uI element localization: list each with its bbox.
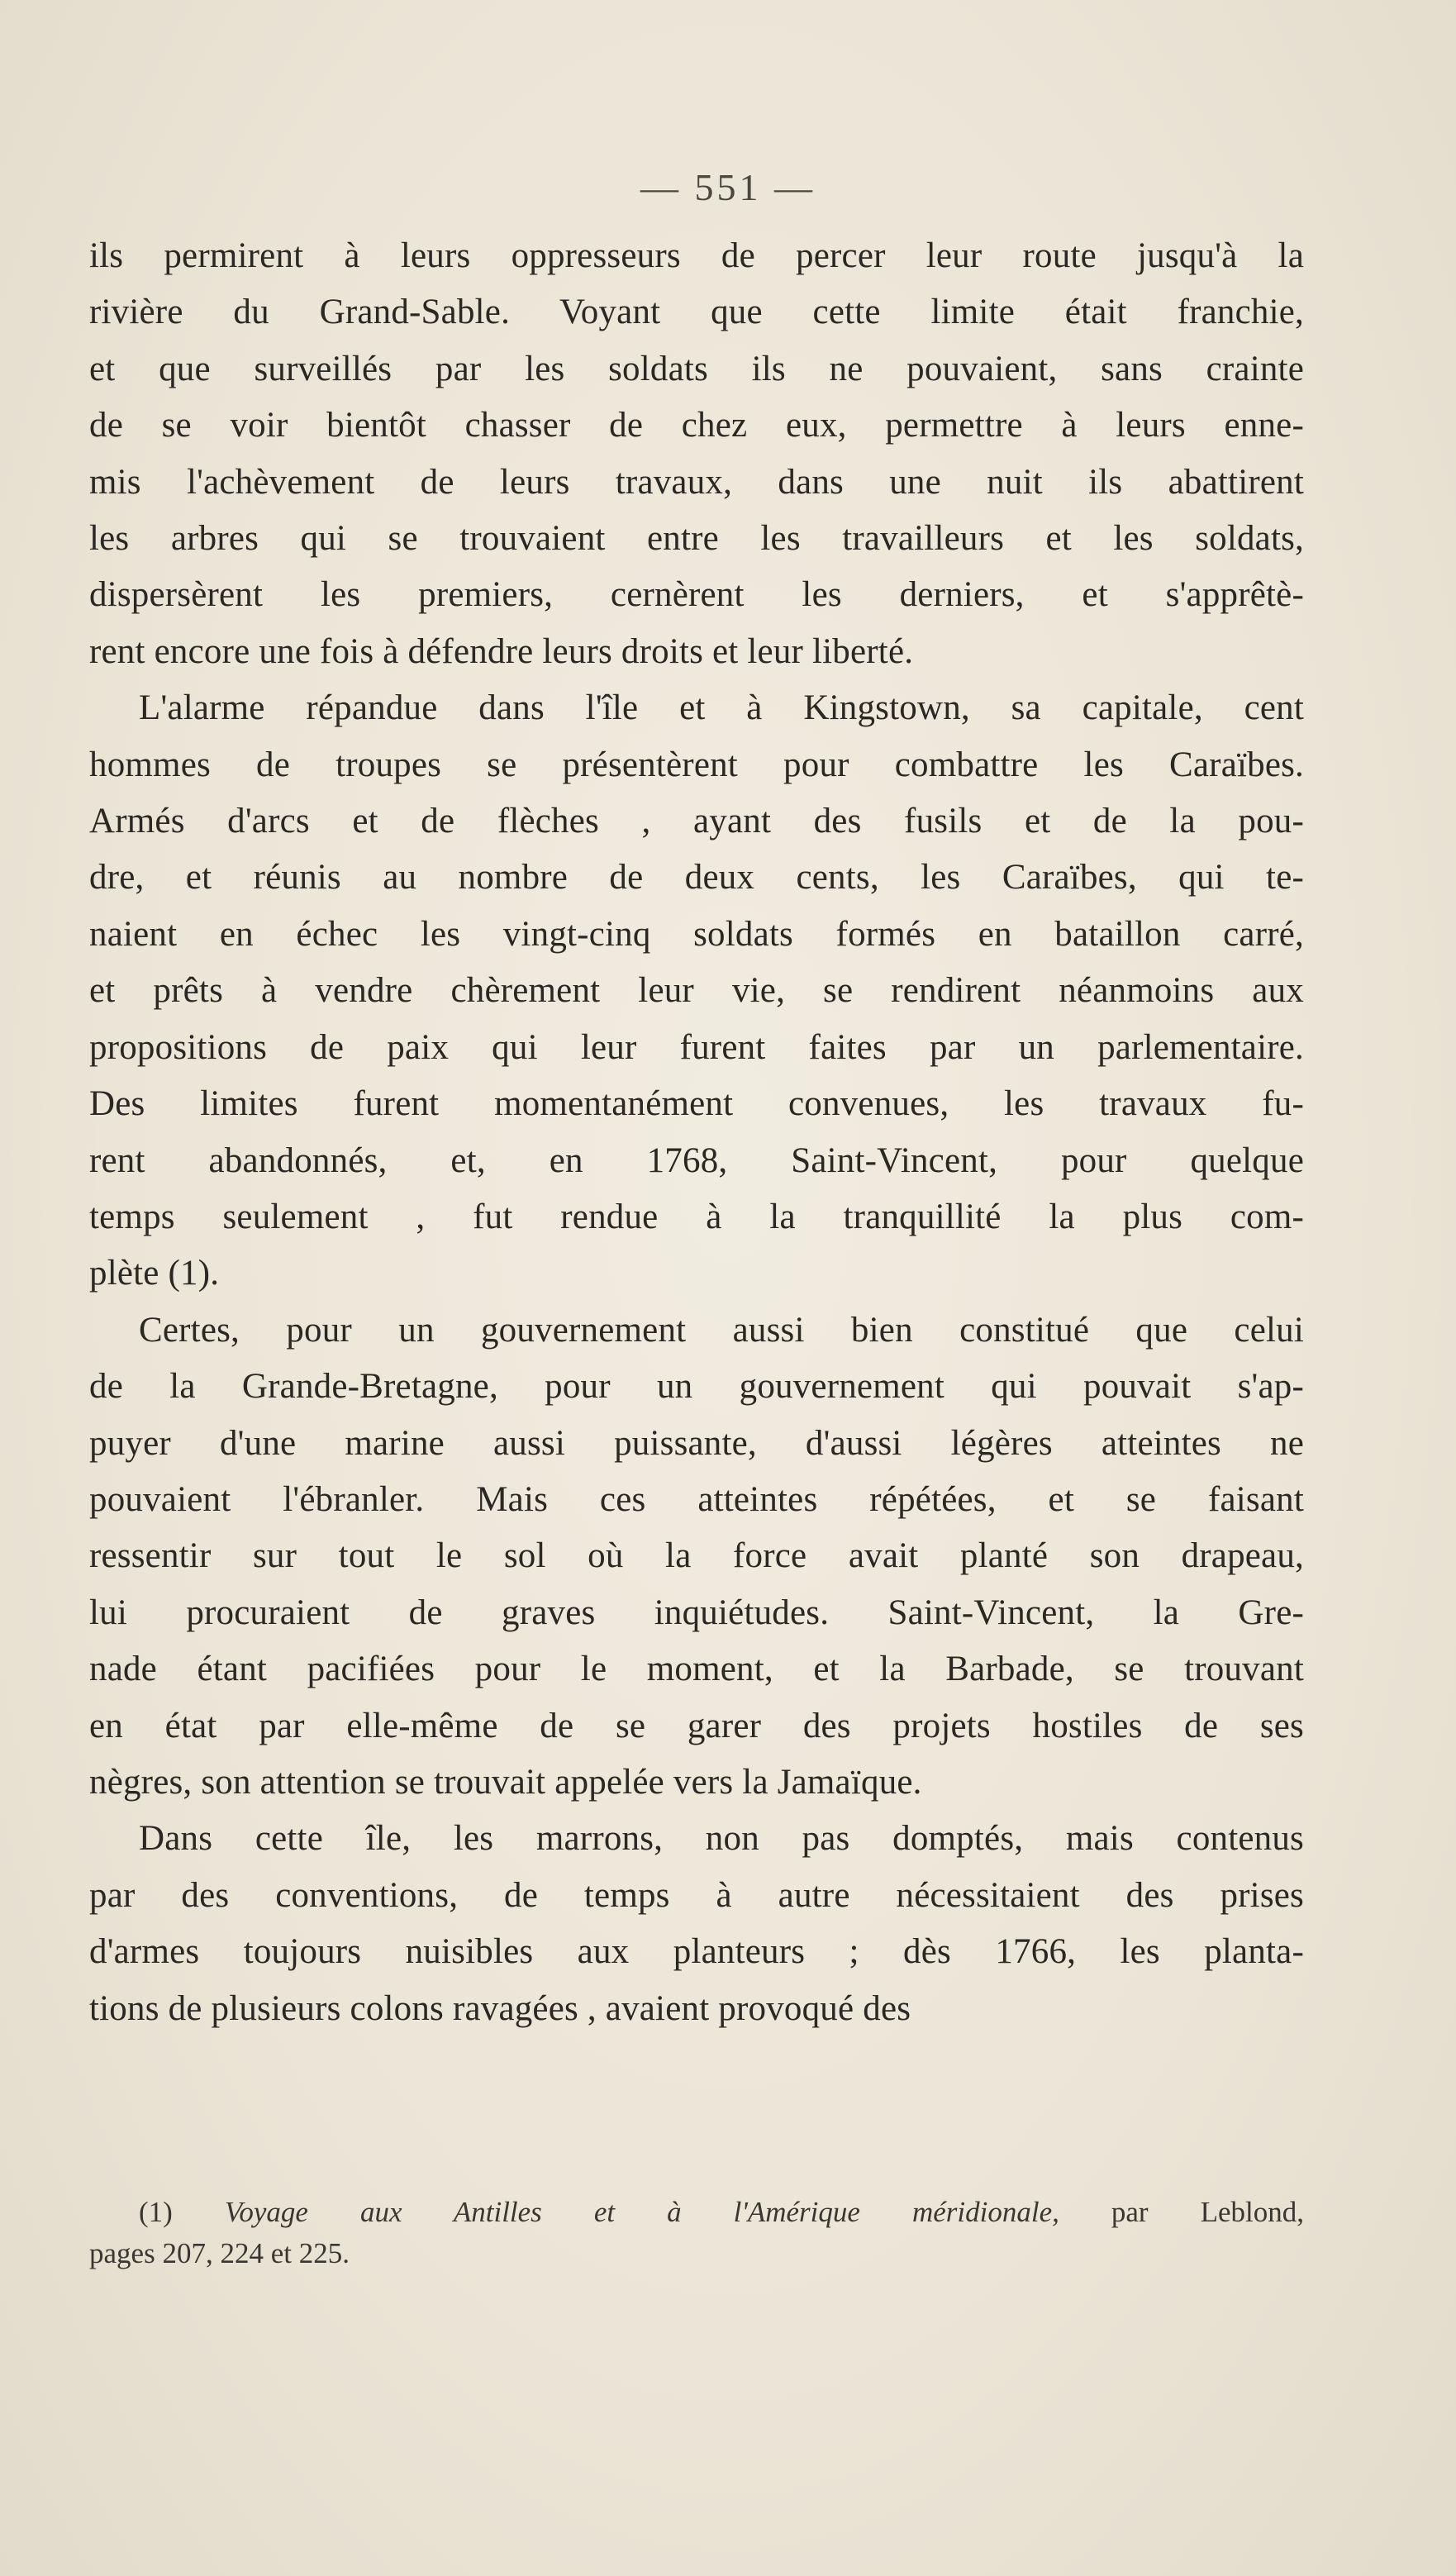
text-line: plète (1). (89, 1254, 220, 1293)
text-line: nade étant pacifiées pour le moment, et la Barbade, se trouvant (89, 1650, 1304, 1689)
paragraph (89, 228, 1304, 680)
page-number: — 551 — (640, 166, 816, 208)
text-line: par des conventions, de temps à autre nécessitaient des prises (89, 1875, 1304, 1915)
text-line: ressentir sur tout le sol où la force avait planté son drapeau, (89, 1536, 1304, 1576)
text-line: puyer d'une marine aussi puissante, d'aussi légères atteintes ne (89, 1423, 1304, 1463)
text-line: de se voir bientôt chasser de chez eux, permettre à leurs enne- (89, 406, 1304, 445)
text-line: pouvaient l'ébranler. Mais ces atteintes répétées, et se faisant (89, 1479, 1304, 1519)
text-line: rent encore une fois à défendre leurs droits et leur liberté. (89, 631, 914, 671)
paragraph (89, 680, 1304, 1302)
text-line: lui procuraient de graves inquiétudes. Saint-Vincent, la Gre- (89, 1593, 1304, 1632)
text-line: Armés d'arcs et de flèches , ayant des fusils et de la pou- (89, 802, 1304, 841)
text-line: naient en échec les vingt-cinq soldats formés en bataillon carré, (89, 914, 1304, 954)
text-line: de la Grande-Bretagne, pour un gouvernement qui pouvait s'ap- (89, 1367, 1304, 1407)
text-line: tions de plusieurs colons ravagées , avaient provoqué des (89, 1988, 911, 2028)
text-line: d'armes toujours nuisibles aux planteurs ; dès 1766, les planta- (89, 1932, 1304, 1972)
text-line: L'alarme répandue dans l'île et à Kingstown, sa capitale, cent (139, 688, 1304, 728)
footnote-title: Voyage aux Antilles et à l'Amérique méridionale, (224, 2196, 1059, 2228)
paragraph (89, 1302, 1304, 1812)
footnote-line-1 (89, 2192, 1304, 2233)
text-line: dre, et réunis au nombre de deux cents, les Caraïbes, qui te- (89, 858, 1304, 898)
text-line: en état par elle-même de se garer des projets hostiles de ses (89, 1706, 1304, 1745)
text-line: Dans cette île, les marrons, non pas domptés, mais contenus (139, 1819, 1304, 1859)
footnote (89, 2192, 1304, 2274)
text-line: les arbres qui se trouvaient entre les travailleurs et les soldats, (89, 519, 1304, 559)
footnote-marker: (1) (139, 2196, 173, 2228)
text-line: nègres, son attention se trouvait appelée vers la Jamaïque. (89, 1762, 922, 1802)
text-line: rent abandonnés, et, en 1768, Saint-Vincent, pour quelque (89, 1140, 1304, 1180)
footnote-line-2: pages 207, 224 et 225. (89, 2237, 350, 2269)
text-line: Des limites furent momentanément convenues, les travaux fu- (89, 1084, 1304, 1124)
text-line: propositions de paix qui leur furent faites par un parlementaire. (89, 1027, 1304, 1067)
body-text (89, 228, 1304, 2037)
text-line: rivière du Grand-Sable. Voyant que cette limite était franchie, (89, 293, 1304, 332)
text-line: dispersèrent les premiers, cernèrent les derniers, et s'apprêtè- (89, 575, 1304, 615)
paragraph (89, 1811, 1304, 2037)
text-line: et que surveillés par les soldats ils ne pouvaient, sans crainte (89, 349, 1304, 388)
text-line: temps seulement , fut rendue à la tranquillité la plus com- (89, 1197, 1304, 1236)
text-line: et prêts à vendre chèrement leur vie, se rendirent néanmoins aux (89, 971, 1304, 1011)
footnote-author: par Leblond, (1111, 2196, 1304, 2228)
text-line: mis l'achèvement de leurs travaux, dans une nuit ils abattirent (89, 462, 1304, 502)
text-line: hommes de troupes se présentèrent pour combattre les Caraïbes. (89, 745, 1304, 784)
text-line: Certes, pour un gouvernement aussi bien constitué que celui (139, 1310, 1304, 1350)
text-line: ils permirent à leurs oppresseurs de percer leur route jusqu'à la (89, 236, 1304, 275)
